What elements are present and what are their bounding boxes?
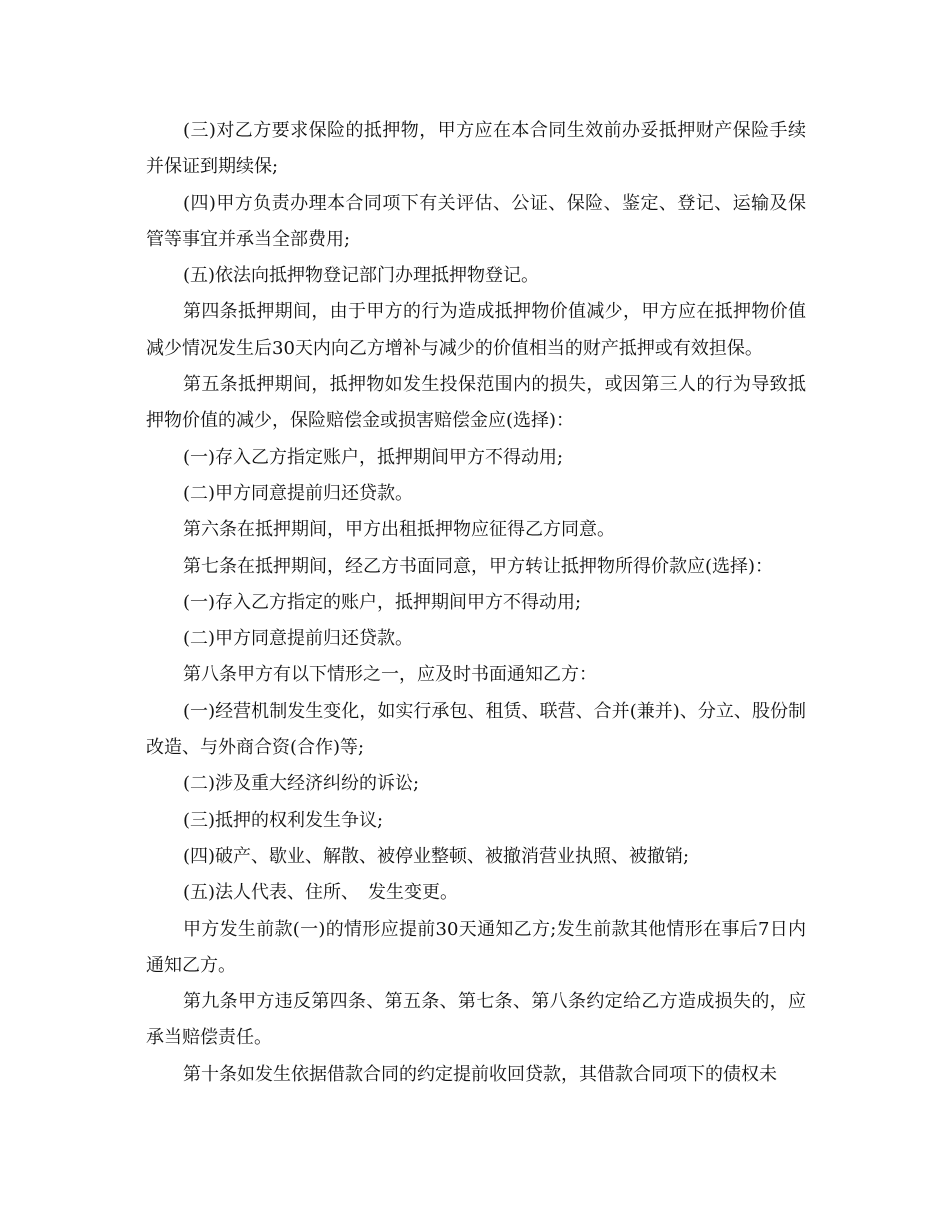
paragraph: (一)存入乙方指定的账户，抵押期间甲方不得动用; [183, 591, 582, 613]
paragraph: (二)甲方同意提前归还贷款。 [183, 628, 414, 650]
paragraph: (三)抵押的权利发生争议; [183, 809, 384, 831]
document-body [146, 113, 806, 1093]
paragraph: (四)破产、歇业、解散、被停业整顿、被撤消营业执照、被撤销; [183, 845, 690, 867]
paragraph: 第八条甲方有以下情形之一，应及时书面通知乙方： [183, 664, 597, 686]
paragraph: 第九条甲方违反第四条、第五条、第七条、第八条约定给乙方造成损失的，应承当赔偿责任。 [146, 991, 806, 1049]
paragraph: (一)经营机制发生变化，如实行承包、租赁、联营、合并(兼并)、分立、股份制改造、与外商合资(合作)等; [146, 700, 806, 759]
paragraph: (一)存入乙方指定账户，抵押期间甲方不得动用; [183, 446, 564, 468]
paragraph: 第七条在抵押期间，经乙方书面同意，甲方转让抵押物所得价款应(选择)： [183, 555, 774, 577]
paragraph: (三)对乙方要求保险的抵押物，甲方应在本合同生效前办妥抵押财产保险手续并保证到期续保; [146, 120, 806, 178]
paragraph: (四)甲方负责办理本合同项下有关评估、公证、保险、鉴定、登记、运输及保管等事宜并承当全部费用; [146, 192, 806, 250]
paragraph: (二)甲方同意提前归还贷款。 [183, 482, 414, 504]
paragraph: 第四条抵押期间，由于甲方的行为造成抵押物价值减少，甲方应在抵押物价值减少情况发生后30天内向乙方增补与减少的价值相当的财产抵押或有效担保。 [146, 301, 806, 359]
paragraph: 第五条抵押期间，抵押物如发生投保范围内的损失，或因第三人的行为导致抵押物价值的减少，保险赔偿金或损害赔偿金应(选择)： [146, 374, 806, 432]
paragraph: 第六条在抵押期间，甲方出租抵押物应征得乙方同意。 [183, 519, 615, 541]
paragraph: (二)涉及重大经济纠纷的诉讼; [183, 773, 420, 795]
paragraph: 甲方发生前款(一)的情形应提前30天通知乙方;发生前款其他情形在事后7日内通知乙方。 [146, 918, 806, 976]
paragraph: (五)法人代表、住所、 发生变更。 [183, 882, 459, 904]
paragraph: 第十条如发生依据借款合同的约定提前收回贷款，其借款合同项下的债权未 [183, 1063, 777, 1085]
paragraph: (五)依法向抵押物登记部门办理抵押物登记。 [183, 265, 540, 287]
